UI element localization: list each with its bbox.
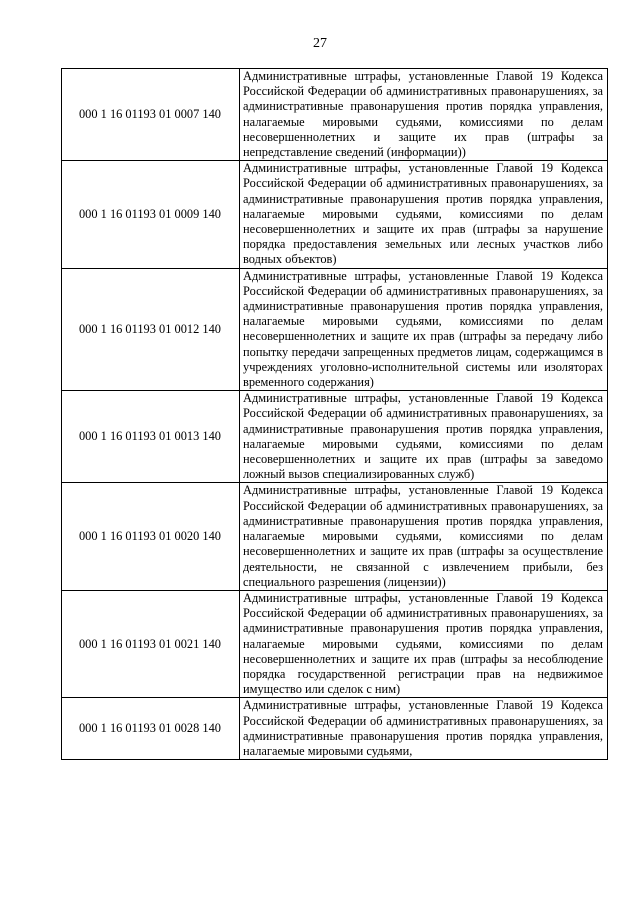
classification-code: 000 1 16 01193 01 0007 140 (62, 69, 240, 161)
classification-code: 000 1 16 01193 01 0028 140 (62, 698, 240, 760)
table-row (62, 69, 608, 161)
classification-code: 000 1 16 01193 01 0012 140 (62, 268, 240, 391)
code-description: Административные штрафы, установленные Главой 19 Кодекса Российской Федерации об административных правонарушениях, за административные правонарушения против порядка управления, налагаемые мировыми судьями, комиссиями по делам несовершеннолетних и защите их прав (штрафы за несоблюдение порядка государственной регистрации прав на недвижимое имущество или сделок с ним) (240, 590, 608, 697)
code-description: Административные штрафы, установленные Главой 19 Кодекса Российской Федерации об административных правонарушениях, за административные правонарушения против порядка управления, налагаемые мировыми судьями, комиссиями по делам несовершеннолетних и защите их прав (штрафы за непредставление сведений (информации)) (240, 69, 608, 161)
table-row (62, 590, 608, 697)
table-row (62, 391, 608, 483)
code-description: Административные штрафы, установленные Главой 19 Кодекса Российской Федерации об административных правонарушениях, за административные правонарушения против порядка управления, налагаемые мировыми судьями, комиссиями по делам несовершеннолетних и защите их прав (штрафы за осуществление деятельности, не связанной с извлечением прибыли, без специального разрешения (лицензии)) (240, 483, 608, 590)
table-row (62, 268, 608, 391)
code-description: Административные штрафы, установленные Главой 19 Кодекса Российской Федерации об административных правонарушениях, за административные правонарушения против порядка управления, налагаемые мировыми судьями, комиссиями по делам несовершеннолетних и защите их прав (штрафы за заведомо ложный вызов специализированных служб) (240, 391, 608, 483)
table-row (62, 698, 608, 760)
code-description: Административные штрафы, установленные Главой 19 Кодекса Российской Федерации об административных правонарушениях, за административные правонарушения против порядка управления, налагаемые мировыми судьями, комиссиями по делам несовершеннолетних и защите их прав (штрафы за нарушение порядка предоставления земельных или лесных участков либо водных объектов) (240, 161, 608, 268)
code-description: Административные штрафы, установленные Главой 19 Кодекса Российской Федерации об административных правонарушениях, за административные правонарушения против порядка управления, налагаемые мировыми судьями, комиссиями по делам несовершеннолетних и защите их прав (штрафы за передачу либо попытку передачи запрещенных предметов лицам, содержащимся в учреждениях уголовно-исполнительной системы или изоляторах временного содержания) (240, 268, 608, 391)
table-row (62, 483, 608, 590)
budget-classification-table (61, 68, 608, 760)
classification-code: 000 1 16 01193 01 0021 140 (62, 590, 240, 697)
classification-code: 000 1 16 01193 01 0013 140 (62, 391, 240, 483)
classification-code: 000 1 16 01193 01 0009 140 (62, 161, 240, 268)
code-description: Административные штрафы, установленные Главой 19 Кодекса Российской Федерации об административных правонарушениях, за административные правонарушения против порядка управления, налагаемые мировыми судьями, (240, 698, 608, 760)
table-row (62, 161, 608, 268)
page-number: 27 (313, 36, 327, 51)
classification-code: 000 1 16 01193 01 0020 140 (62, 483, 240, 590)
